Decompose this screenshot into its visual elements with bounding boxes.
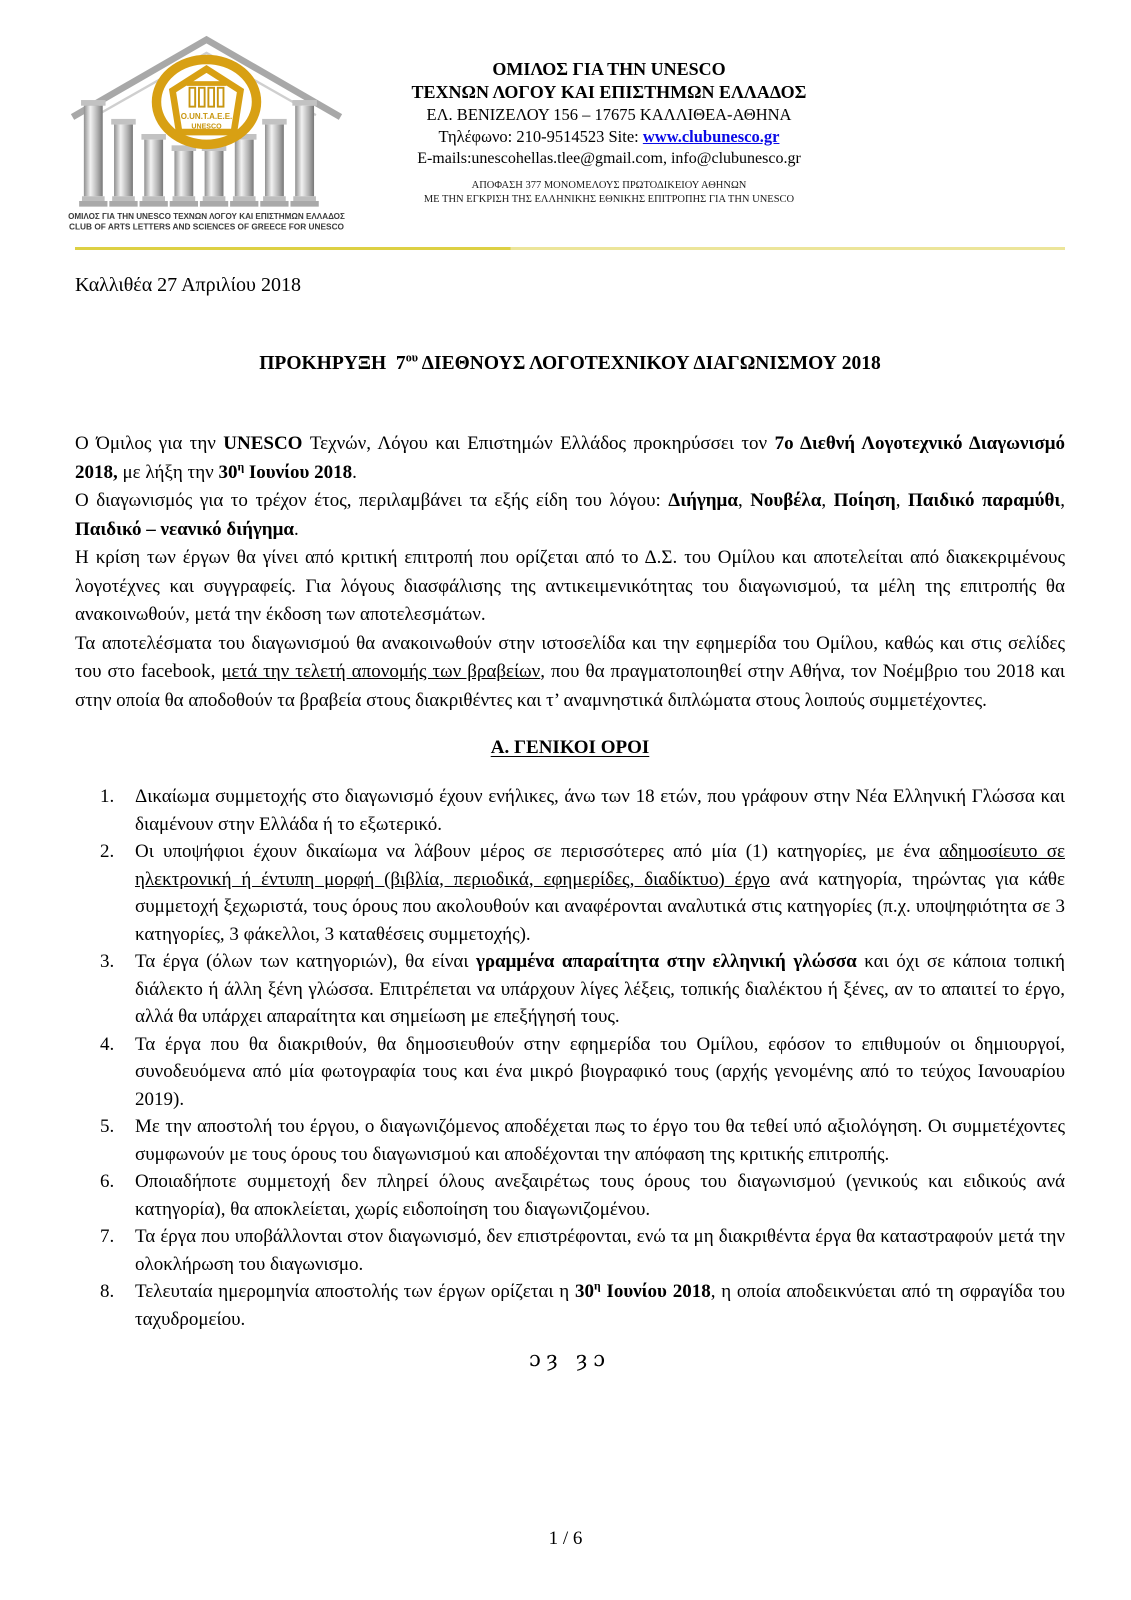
unesco-emblem-icon <box>157 59 257 144</box>
list-item-text: Τα έργα που υποβάλλονται στον διαγωνισμό, δεν επιστρέφονται, ενώ τα μη διακριθέντα έργα θα καταστραφούν μετά την ολοκλήρωση του διαγωνισμο. <box>135 1226 1065 1275</box>
phone-site-line <box>349 126 869 148</box>
end-ornament: ɔȝ ȝɔ <box>528 1347 612 1371</box>
org-address: ΕΛ. ΒΕΝΙΖΕΛΟΥ 156 – 17675 ΚΑΛΛΙΘΕΑ-ΑΘΗΝΑ <box>426 105 792 124</box>
page-number: 1 / 6 <box>548 1528 583 1549</box>
document-body <box>75 274 1065 1371</box>
list-item-text: Οποιαδήποτε συμμετοχή δεν πληρεί όλους ανεξαιρέτως τους όρους του διαγωνισμού (γενικούς και ειδικούς ανά κατηγορία), θα αποκλείεται, χωρίς ειδοποίηση του διαγωνιζομένου. <box>135 1171 1065 1220</box>
list-item <box>75 948 1065 1031</box>
phone-label: Τηλέφωνο: 210-9514523 Site: <box>438 127 643 146</box>
general-terms-list <box>75 783 1065 1333</box>
approval-note <box>349 179 869 207</box>
emails-line: E-mails:unescohellas.tlee@gmail.com, info@clubunesco.gr <box>417 150 801 167</box>
org-name-line1: ΟΜΙΛΟΣ ΓΙΑ ΤΗΝ UNESCO <box>492 59 726 79</box>
list-item-number: 6. <box>100 1171 115 1192</box>
list-item <box>75 1031 1065 1114</box>
emblem-acronym: O.UN.T.A.E.E. <box>180 111 233 121</box>
logo-caption-greek: ΟΜΙΛΟΣ ΓΙΑ ΤΗΝ UNESCO ΤΕΧΝΩΝ ΛΟΓΟΥ ΚΑΙ ΕΠΙΣΤΗΜΩΝ ΕΛΛΑΔΟΣ <box>68 211 345 221</box>
document-title: ΠΡΟΚΗΡΥΞΗ $7^{o\upsilon}$ ΔΙΕΘΝΟΥΣ ΛΟΓΟΤΕΧΝΙΚΟΥ ΔΙΑΓΩΝΙΣΜΟΥ 2018 <box>259 350 881 374</box>
club-logo <box>64 34 349 234</box>
intro-paragraphs <box>75 430 1065 715</box>
list-item <box>75 838 1065 948</box>
list-item <box>75 1223 1065 1278</box>
paragraph: Ο Όμιλος για την UNESCO Τεχνών, Λόγου και Επιστημών Ελλάδος προκηρύσσει τον 7ο Διεθνή Λογοτεχνικό Διαγωνισμό 2018, με λήξη την $30^\eta$ Ιουνίου 2018. <box>75 433 1066 483</box>
list-item-text: Δικαίωμα συμμετοχής στο διαγωνισμό έχουν ενήλικες, άνω των 18 ετών, που γράφουν στην Νέα Ελληνική Γλώσσα και διαμένουν στην Ελλάδα ή το εξωτερικό. <box>135 786 1065 835</box>
letterhead <box>0 0 1131 234</box>
list-item-number: 3. <box>100 951 115 972</box>
list-item-number: 1. <box>100 786 115 807</box>
header-divider-rule <box>75 247 1065 250</box>
list-item-number: 2. <box>100 841 115 862</box>
list-item-text: Τα έργα (όλων των κατηγοριών), θα είναι γραμμένα απαραίτητα στην ελληνική γλώσσα και όχι σε κάποια τοπική διάλεκτο ή άλλη ξένη γλώσσα. Επιτρέπεται να υπάρχουν λίγες λέξεις, τοπικής διαλέκτου ή ξένες, αν το απαιτεί το έργο, αλλά θα υπάρχει απαραίτητα και σημείωση με επεξήγησή τους. <box>135 951 1065 1027</box>
list-item-number: 4. <box>100 1033 115 1055</box>
list-item-text: Με την αποστολή του έργου, ο διαγωνιζόμενος αποδέχεται πως το έργο του θα τεθεί υπό αξιολόγηση. Οι συμμετέχοντες συμφωνούν με τους όρους του διαγωνισμού και αποδέχονται την απόφαση της κριτικής επιτροπής. <box>135 1116 1065 1165</box>
list-item-number: 5. <box>100 1116 115 1137</box>
emblem-unesco-label: UNESCO <box>191 123 222 131</box>
temple-logo-icon <box>64 34 349 234</box>
list-item <box>75 1278 1065 1333</box>
approval-line1: ΑΠΟΦΑΣΗ 377 ΜΟΝΟΜΕΛΟΥΣ ΠΡΩΤΟΔΙΚΕΙΟΥ ΑΘΗΝΩΝ <box>471 180 747 191</box>
paragraph: Η κρίση των έργων θα γίνει από κριτική επιτροπή που ορίζεται από το Δ.Σ. του Ομίλου και αποτελείται από διακεκριμένους λογοτέχνες και συγγραφείς. Για λόγους διασφάλισης της αντικειμενικότητας του διαγωνισμού, τα μέλη της επιτροπής θα ανακοινωθούν, μετά την έκδοση των αποτελεσμάτων. <box>75 547 1065 625</box>
list-item-text: Τελευταία ημερομηνία αποστολής των έργων ορίζεται η $30^\eta$ Ιουνίου 2018, η οποία αποδεικνύεται από τη σφραγίδα του ταχυδρομείου. <box>135 1279 1065 1330</box>
list-item-number: 8. <box>100 1281 115 1302</box>
logo-caption-english: CLUB OF ARTS LETTERS AND SCIENCES OF GREECE FOR UNESCO <box>68 221 345 232</box>
list-item <box>75 783 1065 838</box>
list-item-text: Τα έργα που θα διακριθούν, θα δημοσιευθούν στην εφημερίδα του Ομίλου, εφόσον το επιθυμούν οι δημιουργοί, συνοδευόμενα από μία φωτογραφία τους και ένα μικρό βιογραφικό τους (αρχής γενομένης από το τεύχος Ιανουαρίου 2019). <box>135 1033 1065 1110</box>
website-link[interactable]: www.clubunesco.gr <box>642 127 780 146</box>
paragraph: Τα αποτελέσματα του διαγωνισμού θα ανακοινωθούν στην ιστοσελίδα και την εφημερίδα του Ομίλου, καθώς και στις σελίδες του στο facebook, μετά την τελετή απονομής των βραβείων, που θα πραγματοποιηθεί στην Αθήνα, τον Νοέμβριο του 2018 και στην οποία θα αποδοθούν τα βραβεία στους διακριθέντες και τ’ αναμνηστικά διπλώματα στους λοιπούς συμμετέχοντες. <box>75 632 1065 711</box>
list-item-text: Οι υποψήφιοι έχουν δικαίωμα να λάβουν μέρος σε περισσότερες από μία (1) κατηγορίες, με ένα αδημοσίευτο σε ηλεκτρονική ή έντυπη μορφή (βιβλία, περιοδικά, εφημερίδες, διαδίκτυο) έργο ανά κατηγορία, τηρώντας για κάθε συμμετοχή ξεχωριστά, τους όρους που ακολουθούν και αναφέρονται αναλυτικά στις κατηγορίες (π.χ. υποψηφιότητα σε 3 κατηγορίες, 3 φάκελλοι, 3 καταθέσεις συμμετοχής). <box>135 841 1066 945</box>
list-item-number: 7. <box>100 1226 115 1247</box>
section-a-heading: Α. ΓΕΝΙΚΟΙ ΟΡΟΙ <box>490 737 650 758</box>
org-name-line2: ΤΕΧΝΩΝ ΛΟΓΟΥ ΚΑΙ ΕΠΙΣΤΗΜΩΝ ΕΛΛΑΔΟΣ <box>411 82 807 102</box>
letterhead-text <box>349 34 869 234</box>
list-item <box>75 1168 1065 1223</box>
list-item <box>75 1113 1065 1168</box>
dateline: Καλλιθέα 27 Απριλίου 2018 <box>75 274 301 296</box>
approval-line2: ΜΕ ΤΗΝ ΕΓΚΡΙΣΗ ΤΗΣ ΕΛΛΗΝΙΚΗΣ ΕΘΝΙΚΗΣ ΕΠΙΤΡΟΠΗΣ ΓΙΑ ΤΗΝ UNESCO <box>423 194 795 205</box>
paragraph: Ο διαγωνισμός για το τρέχον έτος, περιλαμβάνει τα εξής είδη του λόγου: Διήγημα, Νουβέλα, Ποίηση, Παιδικό παραμύθι, Παιδικό – νεανικό διήγημα. <box>75 490 1066 540</box>
